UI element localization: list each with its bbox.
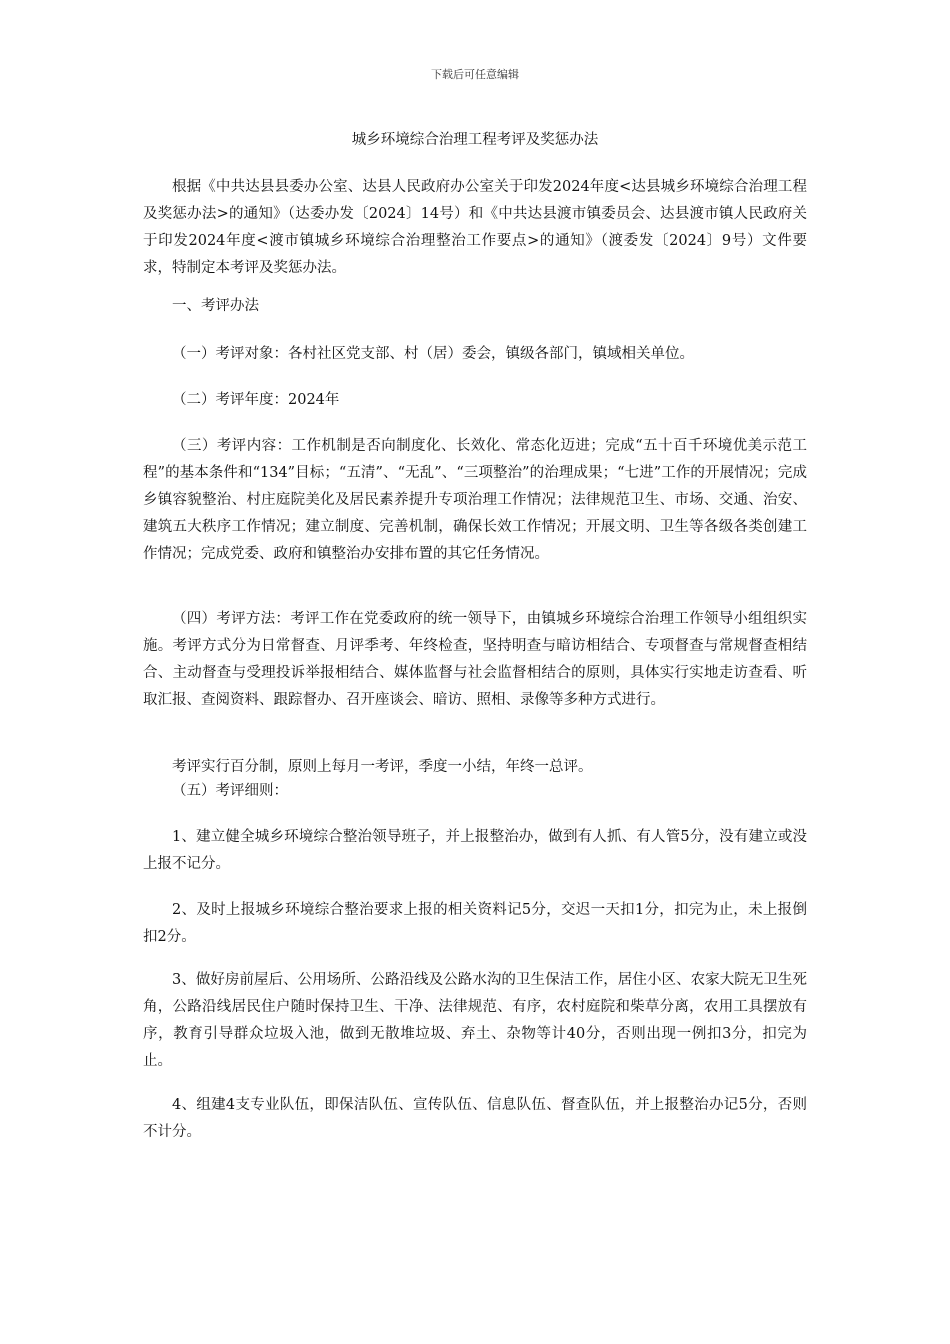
scoring-rule-paragraph: 考评实行百分制，原则上每月一考评，季度一小结，年终一总评。 [172, 759, 593, 775]
item-evaluation-details: （五）考评细则： [172, 783, 288, 799]
document-title: 城乡环境综合治理工程考评及奖惩办法 [351, 132, 599, 148]
item-evaluation-target: （一）考评对象：各村社区党支部、村（居）委会，镇级各部门，镇域相关单位。 [172, 346, 694, 362]
item-evaluation-method: （四）考评方法：考评工作在党委政府的统一领导下，由镇城乡环境综合治理工作领导小组组织实施。考评方式分为日常督查、月评季考、年终检查，坚持明查与暗访相结合、专项督查与常规督查相结合、主动督查与受理投诉举报相结合、媒体监督与社会监督相结合的原则，具体实行实地走访查看、听取汇报、查阅资料、跟踪督办、召开座谈会、暗访、照相、录像等多种方式进行。 [143, 611, 807, 708]
section-heading-evaluation-method: 一、考评办法 [172, 298, 259, 314]
rule-2: 2、及时上报城乡环境综合整治要求上报的相关资料记5分，交迟一天扣1分，扣完为止，未上报倒扣2分。 [143, 902, 807, 945]
rule-1: 1、建立健全城乡环境综合整治领导班子，并上报整治办，做到有人抓、有人管5分，没有建立或没上报不记分。 [143, 829, 807, 872]
item-evaluation-content: （三）考评内容：工作机制是否向制度化、长效化、常态化迈进；完成“五十百千环境优美示范工程”的基本条件和“134”目标；“五清”、“无乱”、“三项整治”的治理成果；“七进”工作的开展情况；完成乡镇容貌整治、村庄庭院美化及居民素养提升专项治理工作情况；法律规范卫生、市场、交通、治安、建筑五大秩序工作情况；建立制度、完善机制，确保长效工作情况；开展文明、卫生等各级各类创建工作情况；完成党委、政府和镇整治办安排布置的其它任务情况。 [143, 438, 807, 562]
header-note: 下载后可任意编辑 [431, 68, 519, 81]
rule-3: 3、做好房前屋后、公用场所、公路沿线及公路水沟的卫生保洁工作，居住小区、农家大院无卫生死角，公路沿线居民住户随时保持卫生、干净、法律规范、有序，农村庭院和柴草分离，农用工具摆放有序，教育引导群众垃圾入池，做到无散堆垃圾、弃土、杂物等计40分，否则出现一例扣3分，扣完为止。 [143, 972, 807, 1069]
intro-paragraph: 根据《中共达县县委办公室、达县人民政府办公室关于印发2024年度<达县城乡环境综合治理工程及奖惩办法>的通知》（达委办发〔2024〕14号）和《中共达县渡市镇委员会、达县渡市镇人民政府关于印发2024年度<渡市镇城乡环境综合治理整治工作要点>的通知》（渡委发〔2024〕9号）文件要求，特制定本考评及奖惩办法。 [143, 179, 807, 276]
rule-4: 4、组建4支专业队伍，即保洁队伍、宣传队伍、信息队伍、督查队伍，并上报整治办记5分，否则不计分。 [143, 1097, 807, 1140]
item-evaluation-year: （二）考评年度：2024年 [172, 392, 340, 408]
